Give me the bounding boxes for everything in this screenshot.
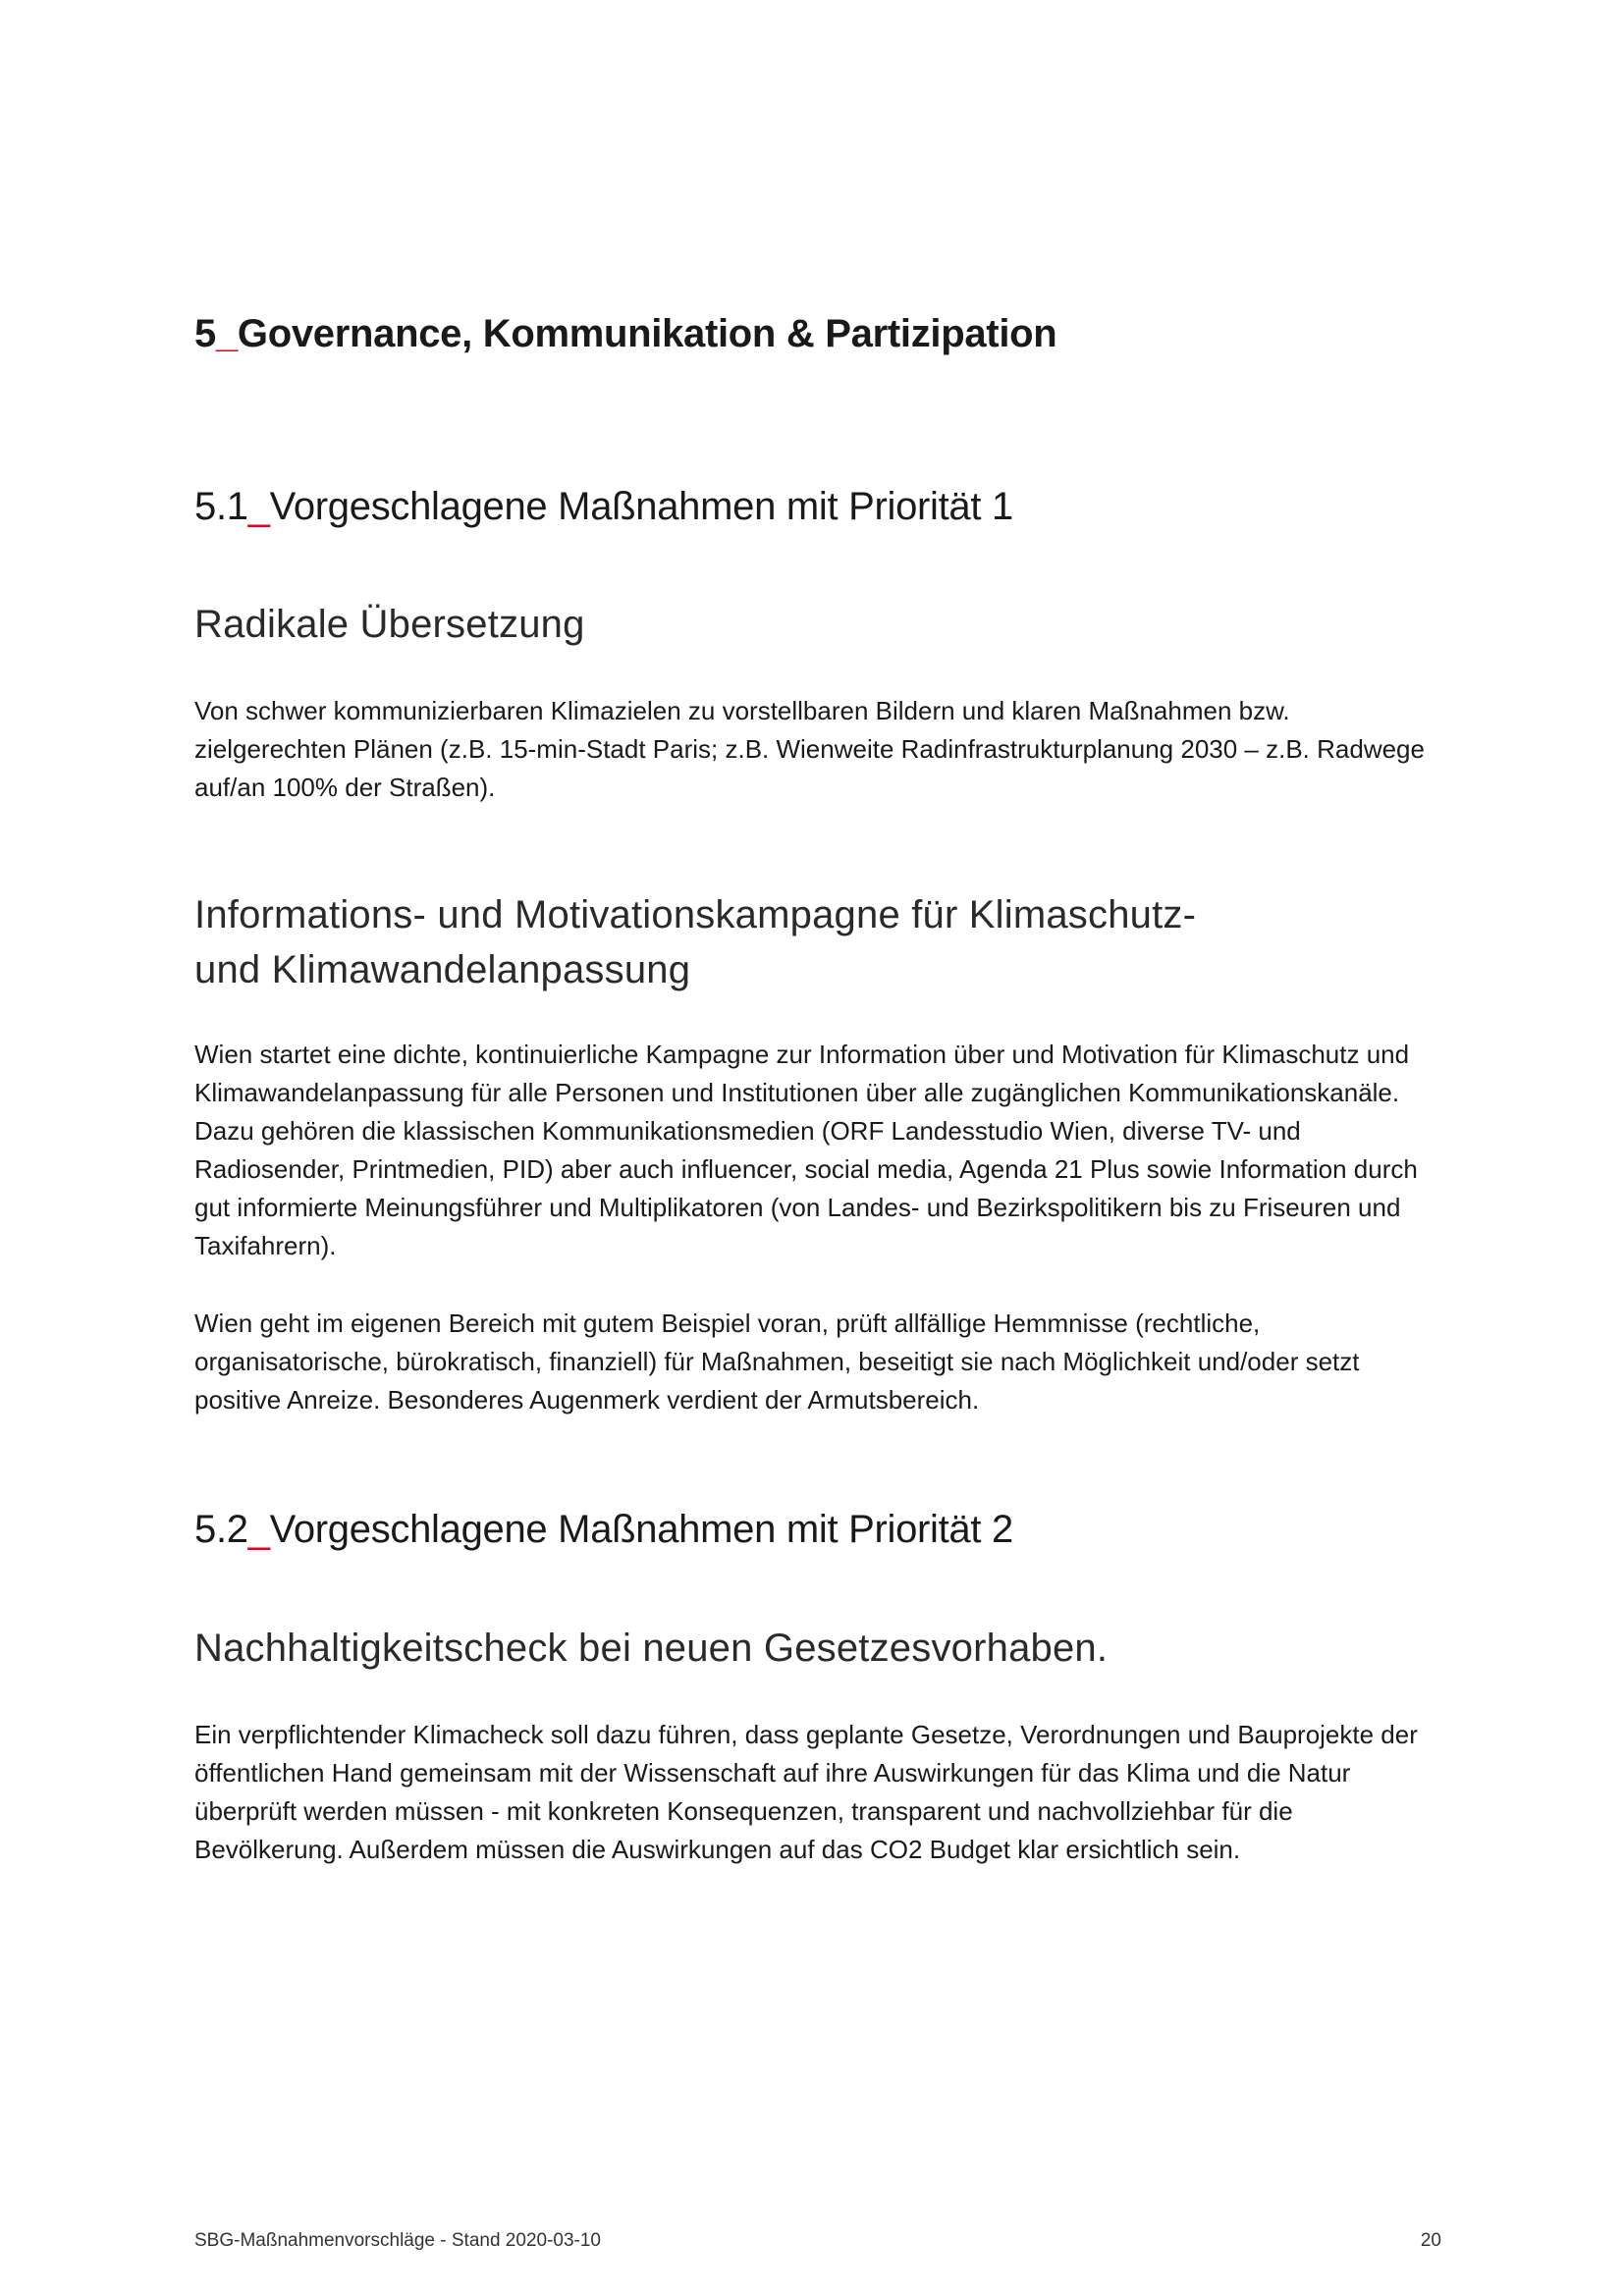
document-page bbox=[194, 0, 1441, 2296]
topic-body-radikale-uebersetzung: Von schwer kommunizierbaren Klimazielen zu vorstellbaren Bildern und klaren Maßnahmen bzw. zielgerechten Plänen (z.B. 15-min-Stadt Paris; z.B. Wienweite Radinfrastrukturplanung 2030 – z.B. Radwege auf/an 100% der Straßen). bbox=[194, 696, 1425, 802]
topic-body-kampagne-2: Wien geht im eigenen Bereich mit gutem Beispiel voran, prüft allfällige Hemmnisse (rechtliche, organisatorische, bürokratisch, finanziell) für Maßnahmen, beseitigt sie nach Möglichkeit und/oder setzt positive Anreize. Besonderes Augenmerk verdient der Armutsbereich. bbox=[194, 1308, 1360, 1415]
subsection-separator: _ bbox=[247, 1508, 270, 1551]
topic-body-nachhaltigkeitscheck: Ein verpflichtender Klimacheck soll dazu führen, dass geplante Gesetze, Verordnungen und Bauprojekte der öffentlichen Hand gemeinsam mit der Wissenschaft auf ihre Auswirkungen für das Klima und die Natur überprüft werden müssen - mit konkreten Konsequenzen, transparent und nachvollziehbar für die Bevölkerung. Außerdem müssen die Auswirkungen auf das CO2 Budget klar ersichtlich sein. bbox=[194, 1720, 1418, 1864]
subsection-title: Vorgeschlagene Maßnahmen mit Priorität 2 bbox=[269, 1508, 1013, 1551]
subsection-separator: _ bbox=[247, 485, 270, 528]
topic-body-kampagne-1: Wien startet eine dichte, kontinuierliche Kampagne zur Information über und Motivation für Klimaschutz und Klimawandelanpassung für alle Personen und Institutionen über alle zugänglichen Kommunikationskanäle. Dazu gehören die klassischen Kommunikationsmedien (ORF Landesstudio Wien, diverse TV- und Radiosender, Printmedien, PID) aber auch influencer, social media, Agenda 21 Plus sowie Information durch gut informierte Meinungsführer und Multiplikatoren (von Landes- und Bezirkspolitikern bis zu Friseuren und Taxifahrern). bbox=[194, 1040, 1418, 1260]
section-heading bbox=[194, 312, 1056, 356]
subsection-number: 5.1 bbox=[194, 485, 248, 528]
section-title: Governance, Kommunikation & Partizipation bbox=[237, 312, 1057, 355]
topic-heading-nachhaltigkeitscheck: Nachhaltigkeitscheck bei neuen Gesetzesvorhaben. bbox=[194, 1627, 1109, 1670]
topic-heading-kampagne bbox=[194, 887, 1196, 997]
subsection-title: Vorgeschlagene Maßnahmen mit Priorität 1 bbox=[269, 485, 1013, 528]
footer-page-number: 20 bbox=[1420, 2230, 1441, 2251]
subsection-heading-5-1 bbox=[194, 485, 1013, 529]
section-number: 5 bbox=[194, 312, 216, 355]
topic-heading-kampagne-line1: Informations- und Motivationskampagne für Klimaschutz- bbox=[194, 893, 1197, 936]
topic-heading-radikale-uebersetzung: Radikale Übersetzung bbox=[194, 603, 585, 646]
subsection-heading-5-2 bbox=[194, 1508, 1013, 1552]
section-separator: _ bbox=[215, 312, 238, 355]
subsection-number: 5.2 bbox=[194, 1508, 248, 1551]
topic-heading-kampagne-line2: und Klimawandelanpassung bbox=[194, 948, 691, 991]
footer-document-label: SBG-Maßnahmenvorschläge - Stand 2020-03-10 bbox=[194, 2230, 602, 2251]
